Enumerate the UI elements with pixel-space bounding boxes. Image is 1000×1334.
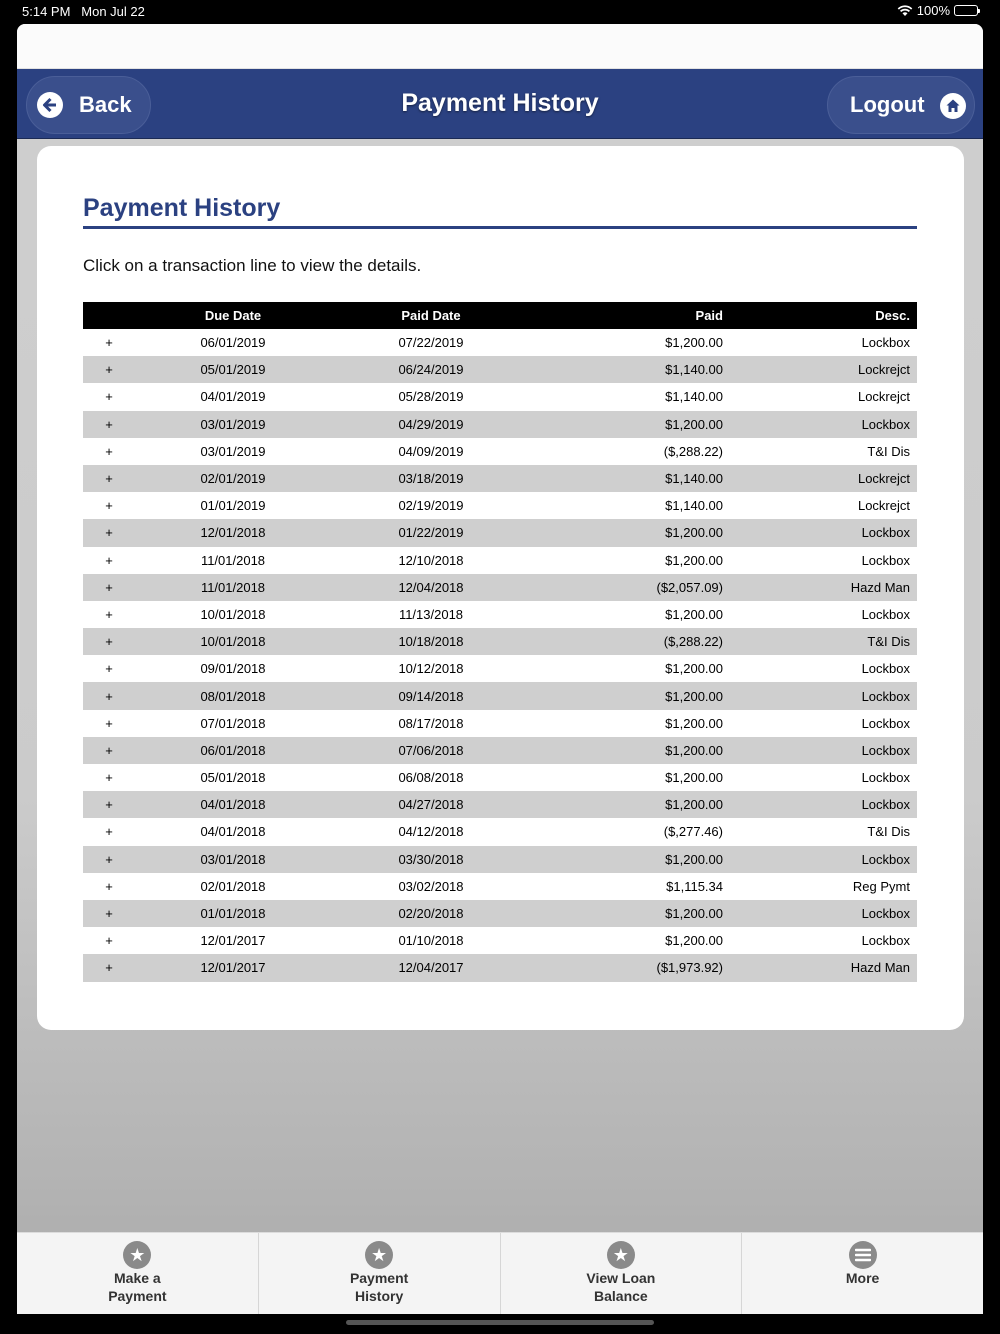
paid-date-cell: 02/20/2018: [331, 900, 531, 927]
due-date-cell: 08/01/2018: [135, 682, 331, 709]
logout-button-label: Logout: [850, 92, 925, 117]
header-title: Payment History: [401, 89, 599, 117]
paid-amount-cell: $1,200.00: [531, 519, 731, 546]
due-date-cell: 12/01/2018: [135, 519, 331, 546]
due-date-cell: 03/01/2019: [200, 443, 266, 459]
expand-toggle[interactable]: +: [83, 682, 135, 709]
paid-amount-cell: ($,288.22): [663, 443, 723, 459]
content-card: [37, 146, 964, 1030]
expand-toggle[interactable]: +: [83, 411, 135, 438]
app-window: [17, 24, 983, 1314]
tab-view-loan-balance[interactable]: [501, 1233, 743, 1314]
col-expand-header: [83, 302, 135, 329]
paid-date-cell: 10/12/2018: [398, 661, 464, 677]
table-row[interactable]: [83, 383, 917, 410]
paid-amount-cell: $1,200.00: [665, 606, 723, 622]
table-row[interactable]: [83, 547, 917, 574]
tab-label: View Loan Balance: [586, 1270, 656, 1304]
description-cell: Lockrejct: [731, 465, 917, 492]
status-clock: 5:14 PM: [22, 4, 71, 19]
paid-date-cell: 02/19/2019: [398, 498, 464, 514]
due-date-cell: 11/01/2018: [200, 552, 266, 568]
col-paid-header: Paid: [531, 302, 731, 329]
status-right: [897, 3, 978, 18]
description-cell: Lockbox: [861, 770, 910, 786]
paid-date-cell: 09/14/2018: [331, 682, 531, 709]
paid-amount-cell: $1,200.00: [665, 770, 723, 786]
paid-amount-cell: ($1,973.92): [531, 954, 731, 981]
expand-toggle[interactable]: +: [105, 498, 113, 514]
table-row[interactable]: [83, 818, 917, 845]
due-date-cell: 10/01/2018: [135, 628, 331, 655]
paid-date-cell: 06/08/2018: [398, 770, 464, 786]
tab-label: Payment History: [349, 1270, 409, 1304]
table-body: [83, 329, 917, 982]
paid-date-cell: 07/06/2018: [331, 737, 531, 764]
table-row[interactable]: [83, 900, 917, 927]
star-icon: ★: [123, 1241, 151, 1269]
due-date-cell: 02/01/2019: [135, 465, 331, 492]
table-row[interactable]: [83, 655, 917, 682]
due-date-cell: 04/01/2019: [200, 389, 266, 405]
paid-amount-cell: $1,140.00: [531, 356, 731, 383]
description-cell: Lockbox: [731, 411, 917, 438]
paid-date-cell: 08/17/2018: [398, 715, 464, 731]
battery-icon: [954, 5, 978, 16]
due-date-cell: 10/01/2018: [200, 606, 266, 622]
tab-label: Make a Payment: [108, 1270, 167, 1304]
paid-amount-cell: $1,200.00: [665, 552, 723, 568]
paid-amount-cell: $1,200.00: [531, 411, 731, 438]
description-cell: T&I Dis: [867, 443, 910, 459]
description-cell: Lockbox: [731, 682, 917, 709]
title-divider: [83, 226, 917, 229]
browser-top-strip: [17, 24, 983, 69]
table-row[interactable]: [83, 465, 917, 492]
description-cell: Lockrejct: [731, 356, 917, 383]
table-row[interactable]: [83, 574, 917, 601]
paid-date-cell: 04/27/2018: [331, 791, 531, 818]
description-cell: T&I Dis: [731, 628, 917, 655]
paid-amount-cell: $1,200.00: [665, 715, 723, 731]
paid-date-cell: 04/12/2018: [398, 824, 464, 840]
table-row[interactable]: [83, 438, 917, 465]
due-date-cell: 07/01/2018: [200, 715, 266, 731]
paid-date-cell: 12/10/2018: [398, 552, 464, 568]
home-icon: [940, 93, 966, 119]
table-row[interactable]: [83, 927, 917, 954]
menu-icon: [849, 1241, 877, 1269]
page-title: Payment History: [83, 194, 281, 222]
paid-date-cell: 03/02/2018: [398, 878, 464, 894]
description-cell: Hazd Man: [731, 954, 917, 981]
tab-more[interactable]: [742, 1233, 983, 1314]
paid-amount-cell: ($,288.22): [531, 628, 731, 655]
expand-toggle[interactable]: +: [105, 552, 113, 568]
description-cell: Lockrejct: [857, 498, 910, 514]
paid-date-cell: 01/10/2018: [398, 933, 464, 949]
due-date-cell: 12/01/2017: [200, 933, 266, 949]
description-cell: Hazd Man: [731, 574, 917, 601]
status-time: [22, 4, 145, 19]
logout-button[interactable]: [827, 76, 975, 134]
instructions-text: Click on a transaction line to view the details.: [83, 256, 422, 275]
expand-toggle[interactable]: +: [83, 954, 135, 981]
tab-label: More: [845, 1270, 880, 1286]
paid-date-cell: 11/13/2018: [398, 606, 464, 622]
table-header-row: [83, 302, 917, 329]
expand-toggle[interactable]: +: [105, 389, 113, 405]
table-row[interactable]: [83, 737, 917, 764]
paid-date-cell: 03/30/2018: [331, 846, 531, 873]
description-cell: Lockbox: [731, 791, 917, 818]
paid-date-cell: 04/29/2019: [331, 411, 531, 438]
table-row[interactable]: [83, 628, 917, 655]
expand-toggle[interactable]: +: [105, 933, 113, 949]
expand-toggle[interactable]: +: [83, 791, 135, 818]
paid-amount-cell: ($2,057.09): [531, 574, 731, 601]
expand-toggle[interactable]: +: [83, 846, 135, 873]
due-date-cell: 03/01/2019: [135, 411, 331, 438]
paid-amount-cell: $1,140.00: [531, 465, 731, 492]
description-cell: Lockbox: [861, 661, 910, 677]
due-date-cell: 05/01/2018: [200, 770, 266, 786]
expand-toggle[interactable]: +: [83, 465, 135, 492]
star-icon: ★: [365, 1241, 393, 1269]
due-date-cell: 04/01/2018: [135, 791, 331, 818]
paid-date-cell: 06/24/2019: [331, 356, 531, 383]
table-row[interactable]: [83, 329, 917, 356]
paid-amount-cell: $1,200.00: [665, 933, 723, 949]
description-cell: Lockbox: [731, 737, 917, 764]
paid-date-cell: 05/28/2019: [398, 389, 464, 405]
expand-toggle[interactable]: +: [105, 606, 113, 622]
expand-toggle[interactable]: +: [83, 628, 135, 655]
description-cell: Lockbox: [861, 552, 910, 568]
paid-amount-cell: $1,200.00: [531, 846, 731, 873]
table-row[interactable]: [83, 682, 917, 709]
col-due-date-header: Due Date: [135, 302, 331, 329]
table-row[interactable]: [83, 411, 917, 438]
paid-amount-cell: $1,200.00: [531, 900, 731, 927]
paid-date-cell: 01/22/2019: [331, 519, 531, 546]
table-row[interactable]: [83, 846, 917, 873]
due-date-cell: 02/01/2018: [200, 878, 266, 894]
description-cell: Lockbox: [861, 933, 910, 949]
description-cell: Lockbox: [861, 606, 910, 622]
table-row[interactable]: [83, 954, 917, 981]
paid-amount-cell: $1,140.00: [665, 498, 723, 514]
expand-toggle[interactable]: +: [105, 824, 113, 840]
star-icon: ★: [607, 1241, 635, 1269]
due-date-cell: 06/01/2019: [200, 335, 266, 351]
paid-date-cell: 07/22/2019: [398, 335, 464, 351]
paid-date-cell: 04/09/2019: [398, 443, 464, 459]
tab-make-a-payment[interactable]: [17, 1233, 259, 1314]
paid-amount-cell: $1,200.00: [665, 335, 723, 351]
back-button-label: Back: [79, 92, 132, 117]
app-header: [17, 69, 983, 139]
paid-amount-cell: $1,200.00: [531, 791, 731, 818]
paid-amount-cell: $1,140.00: [665, 389, 723, 405]
due-date-cell: 09/01/2018: [200, 661, 266, 677]
description-cell: Lockbox: [731, 900, 917, 927]
expand-toggle[interactable]: +: [83, 737, 135, 764]
expand-toggle[interactable]: +: [83, 574, 135, 601]
expand-toggle[interactable]: +: [105, 443, 113, 459]
status-bar: [0, 0, 1000, 24]
payment-history-table: [83, 302, 917, 982]
table-row[interactable]: [83, 791, 917, 818]
expand-toggle[interactable]: +: [105, 335, 113, 351]
paid-amount-cell: $1,200.00: [531, 737, 731, 764]
table-row[interactable]: [83, 519, 917, 546]
description-cell: T&I Dis: [867, 824, 910, 840]
paid-date-cell: 10/18/2018: [331, 628, 531, 655]
due-date-cell: 04/01/2018: [200, 824, 266, 840]
due-date-cell: 01/01/2018: [135, 900, 331, 927]
table-row[interactable]: [83, 492, 917, 519]
tab-payment-history[interactable]: [259, 1233, 501, 1314]
col-desc-header: Desc.: [731, 302, 917, 329]
description-cell: Lockbox: [731, 846, 917, 873]
paid-amount-cell: $1,115.34: [666, 878, 723, 894]
expand-toggle[interactable]: +: [105, 715, 113, 731]
due-date-cell: 06/01/2018: [135, 737, 331, 764]
col-paid-date-header: Paid Date: [331, 302, 531, 329]
description-cell: Lockbox: [731, 519, 917, 546]
paid-amount-cell: $1,200.00: [665, 661, 723, 677]
description-cell: Lockbox: [861, 335, 910, 351]
description-cell: Lockbox: [861, 715, 910, 731]
table-row[interactable]: [83, 873, 917, 900]
expand-toggle[interactable]: +: [105, 770, 113, 786]
table-row[interactable]: [83, 356, 917, 383]
battery-percent: 100%: [916, 3, 950, 18]
description-cell: Lockrejct: [857, 389, 910, 405]
expand-toggle[interactable]: +: [83, 900, 135, 927]
table-row[interactable]: [83, 764, 917, 791]
due-date-cell: 03/01/2018: [135, 846, 331, 873]
paid-amount-cell: $1,200.00: [531, 682, 731, 709]
table-row[interactable]: [83, 710, 917, 737]
due-date-cell: 05/01/2019: [135, 356, 331, 383]
due-date-cell: 01/01/2019: [200, 498, 266, 514]
wifi-icon: [897, 5, 913, 17]
expand-toggle[interactable]: +: [105, 878, 113, 894]
paid-date-cell: 12/04/2017: [331, 954, 531, 981]
paid-date-cell: 12/04/2018: [331, 574, 531, 601]
table-row[interactable]: [83, 601, 917, 628]
due-date-cell: 12/01/2017: [135, 954, 331, 981]
paid-amount-cell: ($,277.46): [663, 824, 723, 840]
due-date-cell: 11/01/2018: [135, 574, 331, 601]
expand-toggle[interactable]: +: [105, 661, 113, 677]
home-indicator: [346, 1320, 654, 1325]
expand-toggle[interactable]: +: [83, 356, 135, 383]
bottom-tab-bar: [17, 1232, 983, 1314]
status-date: Mon Jul 22: [81, 4, 145, 19]
expand-toggle[interactable]: +: [83, 519, 135, 546]
description-cell: Reg Pymt: [852, 878, 910, 894]
paid-date-cell: 03/18/2019: [331, 465, 531, 492]
